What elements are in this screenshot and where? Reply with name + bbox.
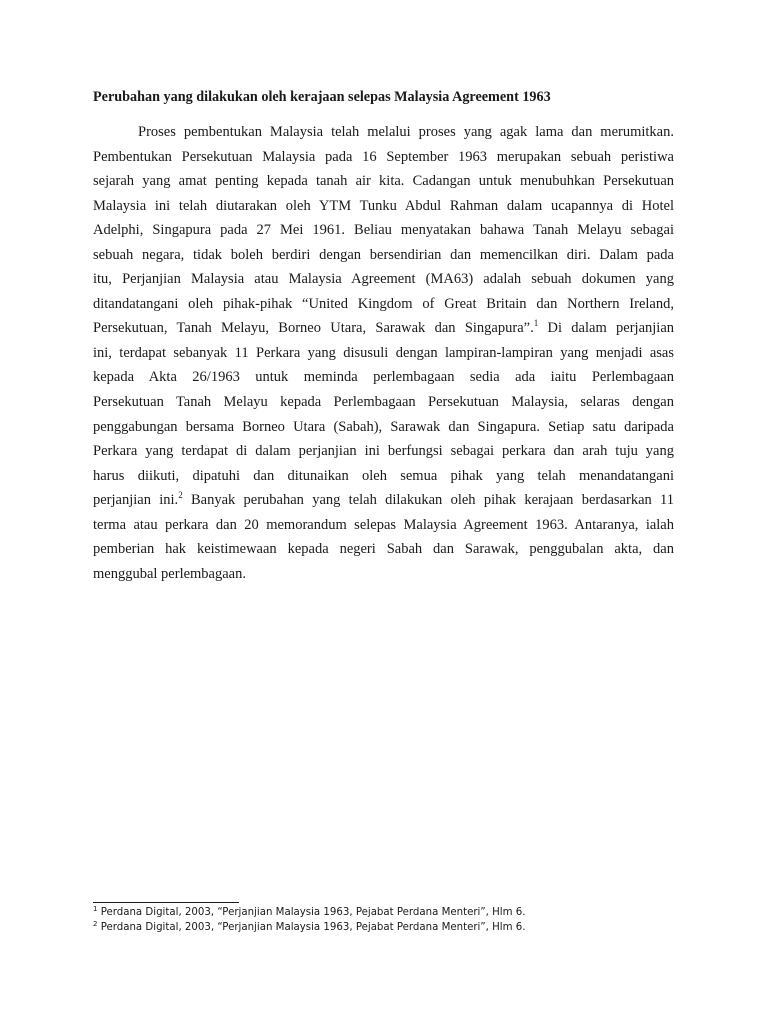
paragraph-line: penggabungan bersama Borneo Utara (Sabah), Sarawak dan Singapura. Setiap satu daripada — [93, 418, 674, 435]
paragraph-line: Pembentukan Persekutuan Malaysia pada 16 September 1963 merupakan sebuah peristiwa — [93, 148, 674, 165]
footnote-separator — [93, 902, 239, 903]
line-text: perjanjian ini. — [93, 492, 179, 509]
paragraph-line: ditandatangani oleh pihak-pihak “United Kingdom of Great Britain dan Northern Ireland, — [93, 295, 674, 312]
paragraph-line — [93, 316, 674, 341]
paragraph-line: itu, Perjanjian Malaysia atau Malaysia Agreement (MA63) adalah sebuah dokumen yang — [93, 271, 674, 288]
footnote — [93, 921, 693, 935]
line-text: Banyak perubahan yang telah dilakukan oleh pihak kerajaan berdasarkan 11 — [182, 492, 674, 509]
footnote-text: Perdana Digital, 2003, “Perjanjian Malaysia 1963, Pejabat Perdana Menteri”, Hlm 6. — [97, 907, 526, 918]
footnote-mark: 2 — [93, 920, 98, 928]
paragraph-line: harus diikuti, dipatuhi dan ditunaikan oleh semua pihak yang telah menandatangani — [93, 467, 674, 484]
paragraph-line: Persekutuan Tanah Melayu kepada Perlembagaan Persekutuan Malaysia, selaras dengan — [93, 394, 674, 411]
footnote-reference[interactable]: 2 — [178, 490, 183, 501]
paragraph-line: Adelphi, Singapura pada 27 Mei 1961. Beliau menyatakan bahawa Tanah Melayu sebagai — [93, 222, 674, 239]
paragraph-line: pemberian hak keistimewaan kepada negeri Sabah dan Sarawak, penggubalan akta, dan — [93, 541, 674, 558]
paragraph-line: terma atau perkara dan 20 memorandum selepas Malaysia Agreement 1963. Antaranya, ialah — [93, 516, 674, 533]
footnote-reference[interactable]: 1 — [533, 318, 539, 329]
paragraph-line: menggubal perlembagaan. — [93, 565, 246, 582]
paragraph-line — [93, 488, 674, 513]
paragraph-line: Perkara yang terdapat di dalam perjanjian ini berfungsi sebagai perkara dan arah tuju yang — [93, 443, 674, 460]
paragraph-line: ini, terdapat sebanyak 11 Perkara yang disusuli dengan lampiran-lampiran yang menjadi asas — [93, 344, 674, 361]
section-heading: Perubahan yang dilakukan oleh kerajaan selepas Malaysia Agreement 1963 — [93, 89, 551, 105]
paragraph-line: sebuah negara, tidak boleh berdiri dengan bersendirian dan memencilkan diri. Dalam pada — [93, 246, 674, 263]
line-text: Persekutuan, Tanah Melayu, Borneo Utara, Sarawak dan Singapura”. — [93, 320, 534, 337]
footnote-text: Perdana Digital, 2003, “Perjanjian Malaysia 1963, Pejabat Perdana Menteri”, Hlm 6. — [97, 922, 526, 933]
paragraph-line: sejarah yang amat penting kepada tanah air kita. Cadangan untuk menubuhkan Persekutuan — [93, 173, 674, 190]
paragraph-line: Proses pembentukan Malaysia telah melalui proses yang agak lama dan merumitkan. — [138, 124, 674, 140]
paragraph-line: kepada Akta 26/1963 untuk meminda perlembagaan sedia ada iaitu Perlembagaan — [93, 369, 674, 386]
body-paragraph — [93, 120, 674, 586]
footnote-mark: 1 — [93, 905, 98, 913]
line-text: Di dalam perjanjian — [538, 320, 675, 337]
paragraph-line: Malaysia ini telah diutarakan oleh YTM Tunku Abdul Rahman dalam ucapannya di Hotel — [93, 197, 674, 214]
footnote — [93, 906, 693, 920]
